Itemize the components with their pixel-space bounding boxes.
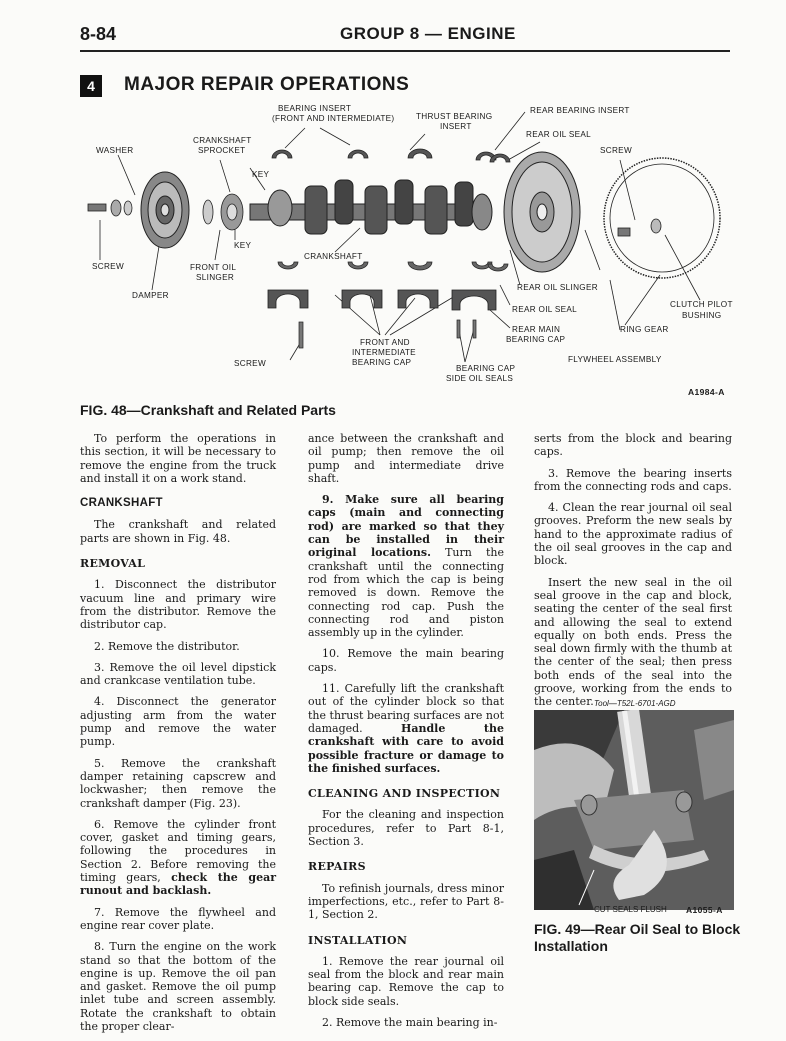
paragraph: 1. Disconnect the distributor vacuum line and primary wire from the distributor. Remove the distributor cap. (80, 578, 276, 632)
callout-rear-oil-seal-mid: REAR OIL SEAL (512, 305, 578, 314)
text-column-3 (534, 432, 732, 717)
callout-key-bottom: KEY (234, 241, 252, 250)
paragraph: For the cleaning and inspection procedures, refer to Part 8-1, Section 3. (308, 808, 504, 849)
figure-id: A1984-A (688, 387, 725, 397)
emphasis: 9. Make sure all bearing caps (main and connecting rod) are marked so that they can be installed in their original locations. (308, 493, 504, 560)
section-heading: CRANKSHAFT (80, 497, 163, 510)
callout-bearing-insert: BEARING INSERT (278, 104, 352, 113)
paragraph: ance between the crankshaft and oil pump; then remove the oil pump and intermediate drive shaft. (308, 432, 504, 485)
paragraph: 4. Disconnect the generator adjusting arm from the water pump and remove the water pump. (80, 695, 276, 749)
paragraph: The crankshaft and related parts are shown in Fig. 48. (80, 518, 276, 545)
callout-damper: DAMPER (132, 291, 169, 300)
paragraph: 10. Remove the main bearing caps. (308, 647, 504, 674)
paragraph: 3. Remove the bearing inserts from the connecting rods and caps. (534, 466, 732, 493)
paragraph: serts from the block and bearing caps. (534, 432, 732, 459)
section-heading: CLEANING AND INSPECTION (308, 787, 501, 801)
section-title: MAJOR REPAIR OPERATIONS (124, 74, 410, 95)
callout-front-intermediate-2: INTERMEDIATE (352, 348, 416, 357)
seal-installation-photo (534, 710, 734, 910)
callout-screw-bottom: SCREW (234, 359, 266, 368)
callout-bearing-cap-side-sub: SIDE OIL SEALS (446, 374, 514, 383)
figure-caption-line-2: Installation (534, 938, 608, 954)
callout-crankshaft: CRANKSHAFT (304, 252, 363, 261)
section-heading: REMOVAL (80, 557, 146, 571)
paragraph: 5. Remove the crankshaft damper retaining capscrew and lockwasher; then remove the crankshaft damper (Fig. 23). (80, 756, 276, 810)
callout-rear-oil-slinger: REAR OIL SLINGER (517, 283, 598, 292)
paragraph-text: 6. Remove the cylinder front cover, gasket and timing gears, following the procedures in Section 2. Before removing the timing gears, (80, 817, 276, 885)
paragraph-text: Turn the crankshaft until the connecting rod from which the cap is being removed is down. Remove the connecting rod cap. Push the connecting rod and piston assembly up in the cylinder. (308, 546, 504, 640)
callout-ring-gear: RING GEAR (620, 325, 669, 334)
callout-front-oil-slinger-sub: SLINGER (196, 273, 235, 282)
callout-screw-left: SCREW (92, 262, 124, 271)
callout-front-intermediate: FRONT AND (360, 338, 410, 347)
callout-clutch-pilot: CLUTCH PILOT (670, 300, 733, 309)
callout-bearing-insert-sub: (FRONT AND INTERMEDIATE) (272, 114, 395, 123)
callout-rear-oil-seal-top: REAR OIL SEAL (526, 130, 592, 139)
paragraph: 8. Turn the engine on the work stand so that the bottom of the engine is up. Remove the oil pan and gasket. Remove the oil pump inlet tube and screen assembly. Rotate the crankshaft to obtain the proper clear- (80, 940, 276, 1033)
callout-crankshaft-sprocket: CRANKSHAFT (193, 136, 252, 145)
callout-flywheel-assembly: FLYWHEEL ASSEMBLY (568, 355, 662, 364)
emphasis: check the gear runout and backlash. (80, 871, 276, 898)
paragraph (308, 493, 504, 639)
figure-caption: FIG. 49—Rear Oil Seal to Block (534, 921, 741, 937)
paragraph: 2. Remove the main bearing in- (322, 1015, 498, 1029)
callout-rear-bearing-insert: REAR BEARING INSERT (530, 106, 630, 115)
section-heading: INSTALLATION (308, 933, 408, 947)
callout-washer: WASHER (96, 146, 134, 155)
callout-crankshaft-sprocket-sub: SPROCKET (198, 146, 246, 155)
emphasis: Handle the crankshaft with care to avoid possible fracture or damage to the finished surfaces. (308, 721, 505, 775)
paragraph: 1. Remove the rear journal oil seal from the block and rear main bearing cap. Remove the cap to block side seals. (308, 954, 504, 1008)
section-heading: REPAIRS (308, 860, 366, 874)
cut-seals-label: CUT SEALS FLUSH (594, 905, 667, 914)
callout-rear-main-sub: BEARING CAP (506, 335, 566, 344)
header-rule (80, 50, 730, 52)
seal-installation-illustration (534, 710, 734, 910)
callout-key-top: KEY (252, 170, 270, 179)
callout-thrust-bearing: THRUST BEARING (416, 112, 493, 121)
crankshaft-diagram (80, 100, 740, 400)
paragraph: Insert the new seal in the oil seal groove in the cap and block, seating the center of the seal first and allowing the seal to extend equally on both ends. Press the seal down firmly with the thumb at the center of the seal; then press both ends of the seal into the groove, working from the ends to the center. (534, 575, 732, 709)
paragraph: To perform the operations in this section, it will be necessary to remove the engine from the truck and install it on a work stand. (80, 432, 276, 485)
tool-label: Tool—T52L-6701-AGD (594, 699, 676, 708)
page-number: 8-84 (80, 24, 117, 44)
callout-bearing-cap-side: BEARING CAP (456, 364, 516, 373)
paragraph (80, 818, 276, 898)
paragraph: 7. Remove the flywheel and engine rear cover plate. (80, 905, 276, 932)
paragraph: 4. Clean the rear journal oil seal grooves. Preform the new seals by hand to the approximate radius of the oil seal grooves in the cap and block. (534, 501, 732, 568)
figure-caption: FIG. 48—Crankshaft and Related Parts (80, 402, 336, 418)
callout-front-oil-slinger: FRONT OIL (190, 263, 237, 272)
section-badge: 4 (80, 75, 102, 97)
figure-id: A1055-A (686, 905, 723, 915)
callout-clutch-pilot-sub: BUSHING (682, 311, 722, 320)
paragraph (308, 682, 504, 775)
paragraph: 2. Remove the distributor. (94, 639, 240, 653)
group-title: GROUP 8 — ENGINE (340, 24, 516, 43)
callout-front-intermediate-3: BEARING CAP (352, 358, 412, 367)
paragraph: 3. Remove the oil level dipstick and crankcase ventilation tube. (80, 660, 276, 688)
callout-thrust-bearing-sub: INSERT (440, 122, 472, 131)
callout-rear-main: REAR MAIN (512, 325, 561, 334)
callout-screw-top: SCREW (600, 146, 632, 155)
paragraph: To refinish journals, dress minor imperfections, etc., refer to Part 8-1, Section 2. (308, 881, 504, 922)
text-column-2 (308, 432, 504, 1037)
paragraph-text: 11. Carefully lift the crankshaft out of the cylinder block so that the thrust bearing surfaces are not damaged. (308, 682, 504, 735)
text-column-1 (80, 432, 276, 1041)
